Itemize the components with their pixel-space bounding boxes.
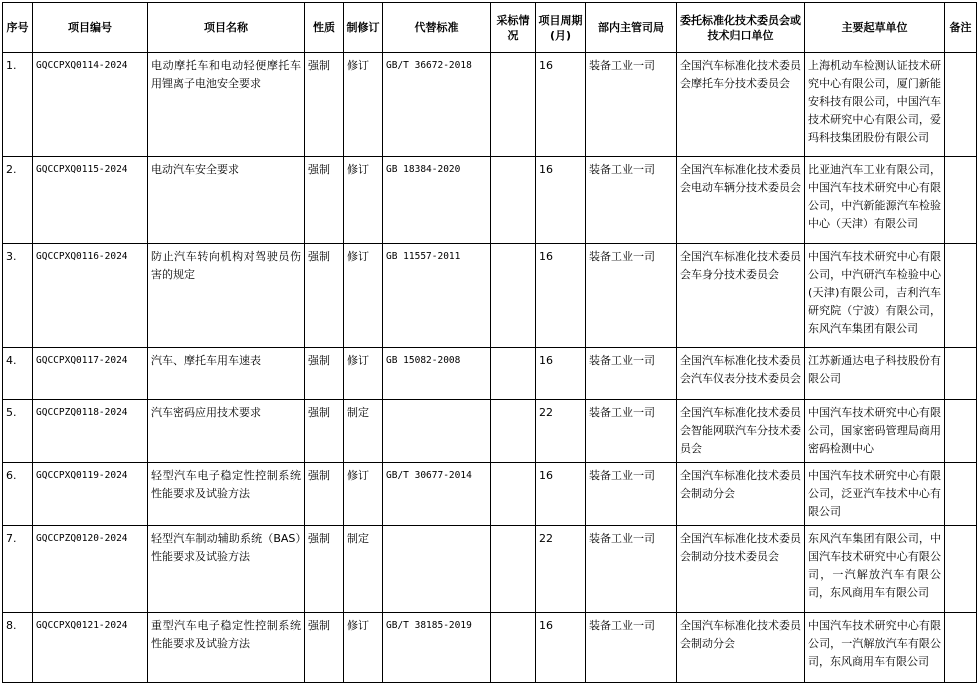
cell-seq: 2. bbox=[3, 157, 33, 244]
cell-committee: 全国汽车标准化技术委员会制动分会 bbox=[677, 463, 805, 526]
cell-seq: 7. bbox=[3, 526, 33, 613]
table-row bbox=[3, 244, 977, 348]
cell-note bbox=[945, 526, 977, 613]
cell-revise: 修订 bbox=[344, 53, 383, 157]
cell-nature: 强制 bbox=[305, 348, 344, 400]
cell-replace: GB/T 36672-2018 bbox=[383, 53, 491, 157]
header-drafter: 主要起草单位 bbox=[805, 3, 945, 53]
cell-replace: GB/T 38185-2019 bbox=[383, 613, 491, 683]
cell-drafter: 江苏新通达电子科技股份有限公司 bbox=[805, 348, 945, 400]
cell-adopt bbox=[491, 400, 536, 463]
table-row bbox=[3, 53, 977, 157]
cell-note bbox=[945, 613, 977, 683]
cell-name: 电动汽车安全要求 bbox=[148, 157, 305, 244]
cell-dept: 装备工业一司 bbox=[586, 400, 677, 463]
cell-adopt bbox=[491, 244, 536, 348]
cell-nature: 强制 bbox=[305, 53, 344, 157]
cell-revise: 修订 bbox=[344, 613, 383, 683]
cell-nature: 强制 bbox=[305, 463, 344, 526]
cell-period: 16 bbox=[536, 463, 586, 526]
cell-dept: 装备工业一司 bbox=[586, 526, 677, 613]
cell-period: 16 bbox=[536, 53, 586, 157]
cell-replace: GB 15082-2008 bbox=[383, 348, 491, 400]
cell-note bbox=[945, 53, 977, 157]
cell-adopt bbox=[491, 613, 536, 683]
header-name: 项目名称 bbox=[148, 3, 305, 53]
cell-code: GQCCPXQ0115-2024 bbox=[33, 157, 148, 244]
cell-name: 电动摩托车和电动轻便摩托车用锂离子电池安全要求 bbox=[148, 53, 305, 157]
cell-name: 重型汽车电子稳定性控制系统性能要求及试验方法 bbox=[148, 613, 305, 683]
cell-nature: 强制 bbox=[305, 157, 344, 244]
cell-revise: 制定 bbox=[344, 400, 383, 463]
table-row bbox=[3, 348, 977, 400]
header-seq: 序号 bbox=[3, 3, 33, 53]
cell-period: 16 bbox=[536, 157, 586, 244]
cell-replace: GB/T 30677-2014 bbox=[383, 463, 491, 526]
cell-seq: 1. bbox=[3, 53, 33, 157]
cell-revise: 修订 bbox=[344, 348, 383, 400]
cell-code: GQCCPXQ0121-2024 bbox=[33, 613, 148, 683]
cell-name: 轻型汽车制动辅助系统（BAS）性能要求及试验方法 bbox=[148, 526, 305, 613]
cell-revise: 修订 bbox=[344, 244, 383, 348]
cell-period: 16 bbox=[536, 244, 586, 348]
header-adopt: 采标情况 bbox=[491, 3, 536, 53]
header-revise: 制修订 bbox=[344, 3, 383, 53]
cell-note bbox=[945, 348, 977, 400]
cell-name: 轻型汽车电子稳定性控制系统性能要求及试验方法 bbox=[148, 463, 305, 526]
cell-dept: 装备工业一司 bbox=[586, 613, 677, 683]
cell-nature: 强制 bbox=[305, 244, 344, 348]
cell-drafter: 东风汽车集团有限公司，中国汽车技术研究中心有限公司，一汽解放汽车有限公司，东风商用车有限公司 bbox=[805, 526, 945, 613]
standards-plan-table bbox=[2, 2, 977, 683]
cell-period: 22 bbox=[536, 400, 586, 463]
cell-adopt bbox=[491, 526, 536, 613]
header-note: 备注 bbox=[945, 3, 977, 53]
header-period: 项目周期(月) bbox=[536, 3, 586, 53]
cell-seq: 4. bbox=[3, 348, 33, 400]
cell-note bbox=[945, 400, 977, 463]
cell-committee: 全国汽车标准化技术委员会电动车辆分技术委员会 bbox=[677, 157, 805, 244]
cell-nature: 强制 bbox=[305, 526, 344, 613]
cell-replace bbox=[383, 526, 491, 613]
header-committee: 委托标准化技术委员会或技术归口单位 bbox=[677, 3, 805, 53]
cell-drafter: 中国汽车技术研究中心有限公司，泛亚汽车技术中心有限公司 bbox=[805, 463, 945, 526]
cell-drafter: 比亚迪汽车工业有限公司，中国汽车技术研究中心有限公司，中汽新能源汽车检验中心（天津）有限公司 bbox=[805, 157, 945, 244]
cell-adopt bbox=[491, 157, 536, 244]
header-replace: 代替标准 bbox=[383, 3, 491, 53]
cell-revise: 修订 bbox=[344, 463, 383, 526]
table-row bbox=[3, 157, 977, 244]
cell-replace: GB 11557-2011 bbox=[383, 244, 491, 348]
cell-code: GQCCPZQ0120-2024 bbox=[33, 526, 148, 613]
table-row bbox=[3, 526, 977, 613]
cell-nature: 强制 bbox=[305, 613, 344, 683]
cell-committee: 全国汽车标准化技术委员会车身分技术委员会 bbox=[677, 244, 805, 348]
cell-dept: 装备工业一司 bbox=[586, 53, 677, 157]
cell-revise: 修订 bbox=[344, 157, 383, 244]
cell-committee: 全国汽车标准化技术委员会智能网联汽车分技术委员会 bbox=[677, 400, 805, 463]
cell-code: GQCCPZQ0118-2024 bbox=[33, 400, 148, 463]
cell-dept: 装备工业一司 bbox=[586, 463, 677, 526]
cell-seq: 3. bbox=[3, 244, 33, 348]
cell-code: GQCCPXQ0114-2024 bbox=[33, 53, 148, 157]
cell-period: 16 bbox=[536, 348, 586, 400]
cell-committee: 全国汽车标准化技术委员会制动分会 bbox=[677, 613, 805, 683]
cell-seq: 8. bbox=[3, 613, 33, 683]
cell-drafter: 上海机动车检测认证技术研究中心有限公司，厦门新能安科技有限公司，中国汽车技术研究中心有限公司，爱玛科技集团股份有限公司 bbox=[805, 53, 945, 157]
cell-replace: GB 18384-2020 bbox=[383, 157, 491, 244]
cell-dept: 装备工业一司 bbox=[586, 244, 677, 348]
cell-name: 汽车密码应用技术要求 bbox=[148, 400, 305, 463]
cell-drafter: 中国汽车技术研究中心有限公司，国家密码管理局商用密码检测中心 bbox=[805, 400, 945, 463]
table-row bbox=[3, 463, 977, 526]
table-row bbox=[3, 613, 977, 683]
cell-drafter: 中国汽车技术研究中心有限公司，中汽研汽车检验中心(天津)有限公司，吉利汽车研究院（宁波）有限公司，东风汽车集团有限公司 bbox=[805, 244, 945, 348]
cell-revise: 制定 bbox=[344, 526, 383, 613]
cell-replace bbox=[383, 400, 491, 463]
cell-seq: 5. bbox=[3, 400, 33, 463]
cell-adopt bbox=[491, 463, 536, 526]
cell-note bbox=[945, 157, 977, 244]
table-row bbox=[3, 400, 977, 463]
cell-nature: 强制 bbox=[305, 400, 344, 463]
cell-code: GQCCPXQ0116-2024 bbox=[33, 244, 148, 348]
cell-name: 汽车、摩托车用车速表 bbox=[148, 348, 305, 400]
header-dept: 部内主管司局 bbox=[586, 3, 677, 53]
cell-period: 16 bbox=[536, 613, 586, 683]
header-row bbox=[3, 3, 977, 53]
cell-period: 22 bbox=[536, 526, 586, 613]
cell-code: GQCCPXQ0119-2024 bbox=[33, 463, 148, 526]
cell-name: 防止汽车转向机构对驾驶员伤害的规定 bbox=[148, 244, 305, 348]
cell-dept: 装备工业一司 bbox=[586, 157, 677, 244]
header-code: 项目编号 bbox=[33, 3, 148, 53]
cell-drafter: 中国汽车技术研究中心有限公司，一汽解放汽车有限公司，东风商用车有限公司 bbox=[805, 613, 945, 683]
cell-dept: 装备工业一司 bbox=[586, 348, 677, 400]
cell-committee: 全国汽车标准化技术委员会汽车仪表分技术委员会 bbox=[677, 348, 805, 400]
cell-note bbox=[945, 244, 977, 348]
header-nature: 性质 bbox=[305, 3, 344, 53]
cell-code: GQCCPXQ0117-2024 bbox=[33, 348, 148, 400]
cell-committee: 全国汽车标准化技术委员会制动分技术委员会 bbox=[677, 526, 805, 613]
cell-note bbox=[945, 463, 977, 526]
cell-adopt bbox=[491, 348, 536, 400]
cell-seq: 6. bbox=[3, 463, 33, 526]
cell-committee: 全国汽车标准化技术委员会摩托车分技术委员会 bbox=[677, 53, 805, 157]
cell-adopt bbox=[491, 53, 536, 157]
